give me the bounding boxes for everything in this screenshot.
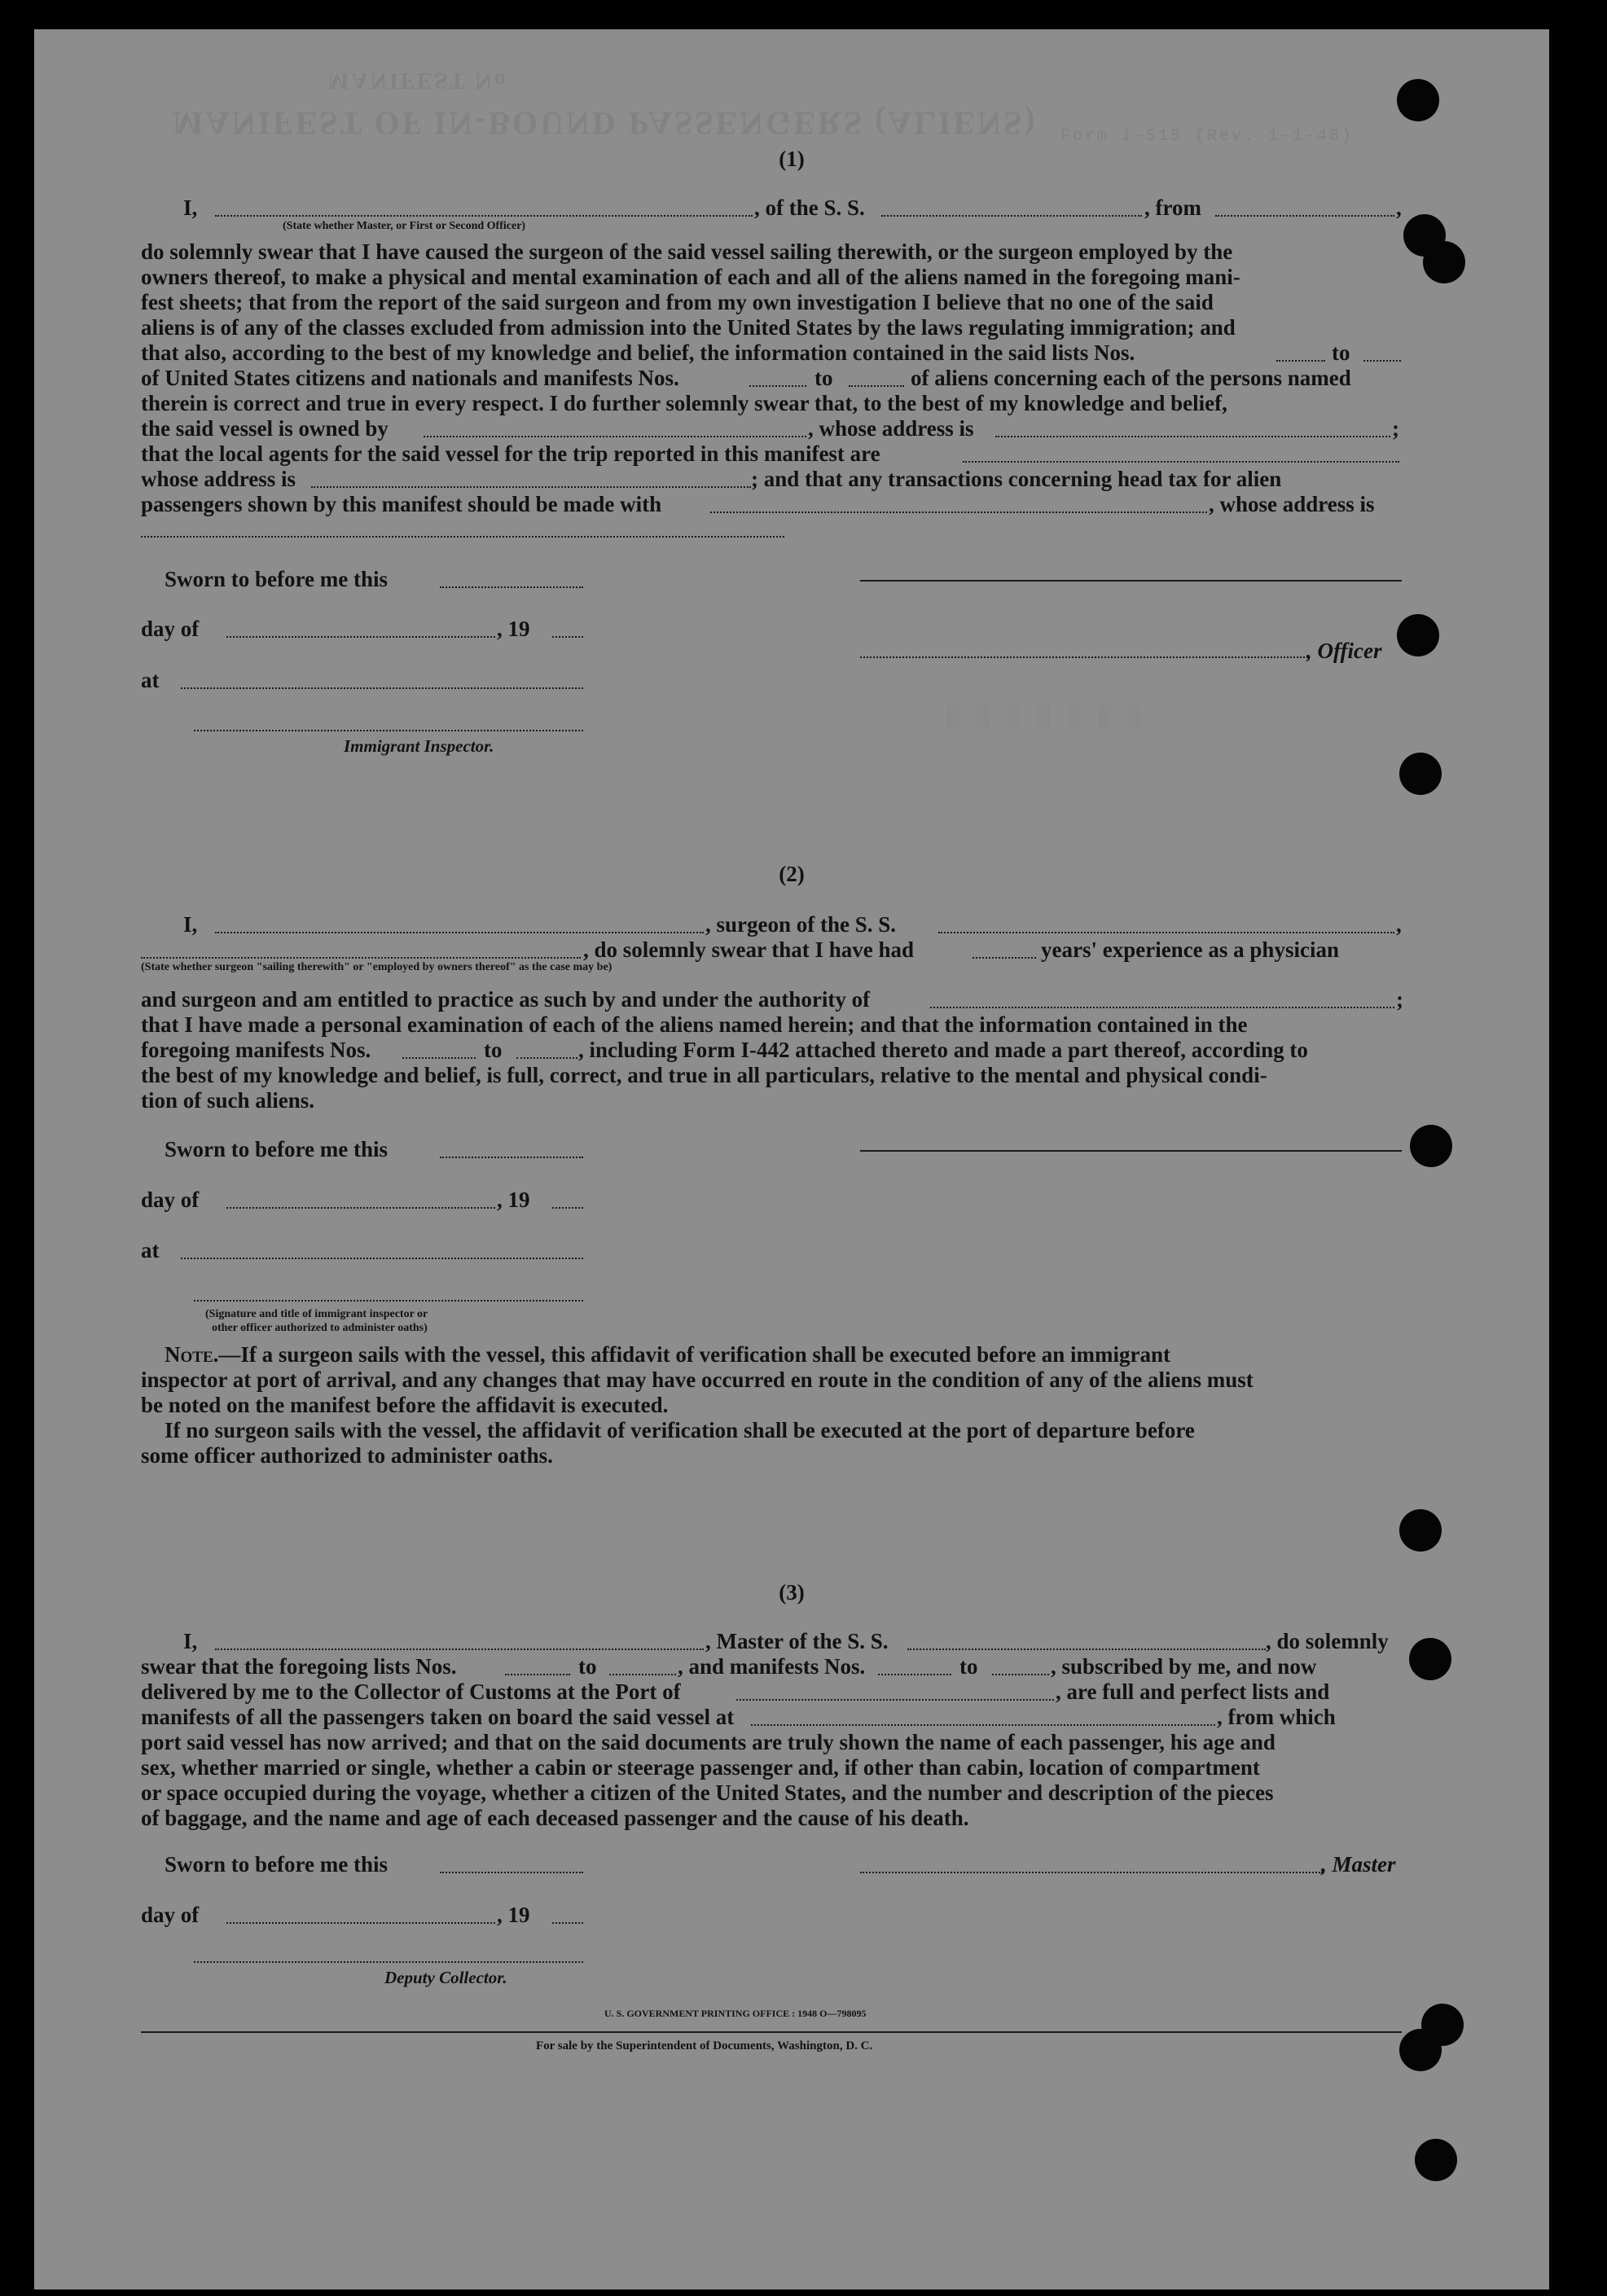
s2-year: , 19 bbox=[497, 1188, 530, 1212]
s3-line2-to1: to bbox=[578, 1654, 597, 1679]
s2-line4: that I have made a personal examination of each of the aliens named herein; and that the information contained in the bbox=[141, 1012, 1248, 1037]
s2-line6: the best of my knowledge and belief, is full, correct, and true in all particulars, relative to the mental and physical condi- bbox=[141, 1063, 1267, 1087]
s1-head-tax-address-field[interactable] bbox=[141, 536, 784, 538]
s1-line9a: the said vessel is owned by bbox=[141, 416, 389, 441]
s2-l1-end: , bbox=[1396, 912, 1402, 937]
s3-line4a: manifests of all the passengers taken on board the said vessel at bbox=[141, 1705, 735, 1729]
s2-years-field[interactable] bbox=[973, 957, 1036, 959]
punch-hole bbox=[1399, 1509, 1442, 1552]
s3-line4b: , from which bbox=[1217, 1705, 1336, 1729]
s3-vessel-field[interactable] bbox=[907, 1648, 1266, 1650]
s2-line3: and surgeon and am entitled to practice as such by and under the authority of bbox=[141, 987, 871, 1012]
s1-agents-address-field[interactable] bbox=[311, 486, 751, 488]
s2-surgeon-of-ss: , surgeon of the S. S. bbox=[705, 912, 897, 937]
s2-i: I, bbox=[183, 912, 198, 937]
s2-line3-end: ; bbox=[1396, 987, 1403, 1012]
bleed-through-header: MANIFEST OF IN-BOUND PASSENGERS (ALIENS) bbox=[173, 105, 1038, 142]
s3-line8: of baggage, and the name and age of each deceased passenger and the cause of his death. bbox=[141, 1806, 969, 1830]
s1-year-field[interactable] bbox=[552, 636, 583, 638]
section2-number: (2) bbox=[779, 862, 805, 886]
s1-port-field[interactable] bbox=[1215, 215, 1394, 217]
s2-at-field[interactable] bbox=[181, 1258, 583, 1259]
s3-year: , 19 bbox=[497, 1903, 530, 1927]
s3-manifests-from-field[interactable] bbox=[878, 1674, 951, 1675]
s3-master-label: , Master bbox=[1321, 1852, 1396, 1877]
s1-line6: that also, according to the best of my knowledge and belief, the information contained in the said lists Nos. bbox=[141, 340, 1135, 365]
s2-at: at bbox=[141, 1238, 160, 1262]
s1-manifests-to-field[interactable] bbox=[849, 385, 904, 387]
s1-line12a: passengers shown by this manifest should be made with bbox=[141, 492, 662, 516]
bleed-through-manifest-no: MANIFEST No bbox=[327, 68, 508, 93]
s1-line11b: ; and that any transactions concerning head tax for alien bbox=[751, 467, 1282, 491]
s1-officer-field[interactable] bbox=[215, 215, 753, 217]
s1-line11a: whose address is bbox=[141, 467, 296, 491]
s2-status-field[interactable] bbox=[141, 957, 581, 959]
s1-inspector-label: Immigrant Inspector. bbox=[344, 736, 494, 756]
s1-signature-line[interactable] bbox=[860, 580, 1402, 582]
s3-line2c: , and manifests Nos. bbox=[678, 1654, 866, 1679]
note-line3: be noted on the manifest before the affidavit is executed. bbox=[141, 1393, 669, 1417]
s3-master-signature-field[interactable] bbox=[860, 1872, 1323, 1873]
s2-year-field[interactable] bbox=[552, 1207, 583, 1209]
s3-line2-to2: to bbox=[959, 1654, 978, 1679]
s1-line9-end: ; bbox=[1392, 416, 1399, 441]
s1-manifests-from-field[interactable] bbox=[749, 385, 806, 387]
s3-line5: port said vessel has now arrived; and that on the said documents are truly shown the name of each passenger, his age and bbox=[141, 1730, 1276, 1754]
s1-inspector-field[interactable] bbox=[194, 730, 583, 731]
note-line4: If no surgeon sails with the vessel, the affidavit of verification shall be executed at the port of departure before bbox=[165, 1418, 1195, 1442]
s2-line2b: years' experience as a physician bbox=[1041, 937, 1339, 962]
s3-do-solemnly: , do solemnly bbox=[1266, 1629, 1389, 1653]
note-label: Note. bbox=[165, 1342, 219, 1367]
footer-rule bbox=[141, 2031, 1402, 2033]
note-line1 bbox=[165, 1344, 1170, 1366]
s3-port-field[interactable] bbox=[736, 1699, 1054, 1701]
s3-line2a: swear that the foregoing lists Nos. bbox=[141, 1654, 457, 1679]
s1-lists-to-field[interactable] bbox=[1363, 360, 1401, 362]
s2-sig-caption-2: other officer authorized to administer oaths) bbox=[212, 1322, 428, 1334]
section1-number: (1) bbox=[779, 147, 805, 171]
s2-day-of: day of bbox=[141, 1188, 200, 1212]
s3-line2e: , subscribed by me, and now bbox=[1051, 1654, 1317, 1679]
s2-line5a: foregoing manifests Nos. bbox=[141, 1038, 371, 1062]
s3-collector-field[interactable] bbox=[194, 1961, 583, 1963]
note-line2: inspector at port of arrival, and any changes that may have occurred en route in the condition of any of the aliens must bbox=[141, 1368, 1254, 1392]
s1-year: , 19 bbox=[497, 617, 530, 641]
s1-sublabel: (State whether Master, or First or Second Officer) bbox=[283, 220, 526, 232]
s3-sworn: Sworn to before me this bbox=[165, 1852, 388, 1877]
s1-head-tax-field[interactable] bbox=[710, 511, 1207, 513]
s1-sworn-field[interactable] bbox=[440, 586, 583, 588]
punch-hole bbox=[1409, 1638, 1451, 1680]
s1-lists-from-field[interactable] bbox=[1276, 360, 1325, 362]
s1-line3: owners thereof, to make a physical and mental examination of each and all of the aliens named in the foregoing mani- bbox=[141, 265, 1240, 289]
s1-sworn: Sworn to before me this bbox=[165, 567, 388, 591]
s1-vessel-field[interactable] bbox=[881, 215, 1142, 217]
s2-surgeon-signature-line[interactable] bbox=[860, 1150, 1402, 1152]
s1-day-of: day of bbox=[141, 617, 200, 641]
s3-manifests-to-field[interactable] bbox=[992, 1674, 1049, 1675]
s2-sworn: Sworn to before me this bbox=[165, 1137, 388, 1161]
s3-lists-from-field[interactable] bbox=[505, 1674, 570, 1675]
s1-officer-signature-field[interactable] bbox=[860, 656, 1308, 658]
s2-surgeon-name-field[interactable] bbox=[215, 932, 704, 933]
s3-day-field[interactable] bbox=[226, 1922, 495, 1924]
s1-officer-label: , Officer bbox=[1306, 639, 1382, 663]
s1-line6-to: to bbox=[1332, 340, 1350, 365]
s3-i: I, bbox=[183, 1629, 198, 1653]
s3-embark-port-field[interactable] bbox=[751, 1724, 1215, 1726]
s2-sublabel: (State whether surgeon "sailing therewith" or "employed by owners thereof" as the case may be) bbox=[141, 961, 613, 973]
punch-hole bbox=[1415, 2139, 1457, 2181]
gpo-imprint: U. S. GOVERNMENT PRINTING OFFICE : 1948 O—798095 bbox=[604, 2008, 867, 2019]
s1-line7-to: to bbox=[814, 366, 833, 390]
s1-line2: do solemnly swear that I have caused the surgeon of the said vessel sailing therewith, or the surgeon employed by the bbox=[141, 239, 1233, 264]
s3-day-of: day of bbox=[141, 1903, 200, 1927]
s3-line6: sex, whether married or single, whether a cabin or steerage passenger and, if other than cabin, location of compartment bbox=[141, 1755, 1260, 1780]
s3-master-of-ss: , Master of the S. S. bbox=[705, 1629, 889, 1653]
s3-lists-to-field[interactable] bbox=[609, 1674, 676, 1675]
s1-owner-address-field[interactable] bbox=[995, 436, 1390, 437]
sale-notice: For sale by the Superintendent of Documents, Washington, D. C. bbox=[536, 2039, 873, 2052]
s1-line12b: , whose address is bbox=[1209, 492, 1375, 516]
s1-at: at bbox=[141, 668, 160, 692]
s1-owner-field[interactable] bbox=[424, 436, 806, 437]
bleed-through-form-no: Form I-515 (Rev. 1-1-48) bbox=[1060, 127, 1355, 146]
punch-hole bbox=[1397, 79, 1439, 121]
punch-hole bbox=[1397, 614, 1439, 656]
s2-day-field[interactable] bbox=[226, 1207, 495, 1209]
s2-manifests-from-field[interactable] bbox=[402, 1057, 476, 1059]
s3-line3b: , are full and perfect lists and bbox=[1056, 1679, 1330, 1704]
s1-l1-end: , bbox=[1396, 195, 1402, 220]
s3-sworn-field[interactable] bbox=[440, 1872, 583, 1873]
punch-hole bbox=[1399, 753, 1442, 795]
s1-from: , from bbox=[1144, 195, 1201, 220]
s3-line7: or space occupied during the voyage, whether a citizen of the United States, and the number and description of the pieces bbox=[141, 1780, 1274, 1805]
s2-sworn-field[interactable] bbox=[440, 1157, 583, 1158]
section3-number: (3) bbox=[779, 1580, 805, 1605]
s3-master-name-field[interactable] bbox=[215, 1648, 704, 1650]
s2-line2a: , do solemnly swear that I have had bbox=[583, 937, 915, 962]
s1-i: I, bbox=[183, 195, 198, 220]
s2-line7: tion of such aliens. bbox=[141, 1088, 315, 1113]
punch-hole bbox=[1410, 1125, 1452, 1167]
s1-agents-field[interactable] bbox=[963, 461, 1399, 463]
s2-vessel-field[interactable] bbox=[938, 932, 1394, 933]
punch-hole bbox=[1423, 241, 1465, 283]
note-line5: some officer authorized to administer oaths. bbox=[141, 1443, 553, 1468]
bleed-through-typed-entries: ▒ ▒ ▒ ▒ ▒ ▒ ▒ bbox=[946, 705, 1144, 730]
s1-line7c: of aliens concerning each of the persons named bbox=[911, 366, 1351, 390]
punch-hole bbox=[1399, 2029, 1442, 2071]
s2-line5c: , including Form I-442 attached thereto and made a part thereof, according to bbox=[578, 1038, 1308, 1062]
s1-line7a: of United States citizens and nationals and manifests Nos. bbox=[141, 366, 679, 390]
s1-line4: fest sheets; that from the report of the said surgeon and from my own investigation I believe that no one of the said bbox=[141, 290, 1214, 314]
s1-day-field[interactable] bbox=[226, 636, 495, 638]
s2-authority-field[interactable] bbox=[930, 1007, 1394, 1008]
s3-line3a: delivered by me to the Collector of Customs at the Port of bbox=[141, 1679, 681, 1704]
s3-collector-label: Deputy Collector. bbox=[384, 1968, 507, 1987]
s2-sig-caption-1: (Signature and title of immigrant inspector or bbox=[205, 1308, 428, 1320]
s2-manifests-to-field[interactable] bbox=[516, 1057, 577, 1059]
s1-line10: that the local agents for the said vessel for the trip reported in this manifest are bbox=[141, 441, 880, 466]
note-line1-text: —If a surgeon sails with the vessel, this affidavit of verification shall be executed before an immigrant bbox=[218, 1342, 1171, 1367]
s1-line5: aliens is of any of the classes excluded from admission into the United States by the laws regulating immigration; and bbox=[141, 315, 1236, 340]
s1-line9b: , whose address is bbox=[808, 416, 974, 441]
s2-line5-to: to bbox=[484, 1038, 503, 1062]
s1-of-ss: , of the S. S. bbox=[754, 195, 865, 220]
s1-at-field[interactable] bbox=[181, 687, 583, 689]
s1-line8: therein is correct and true in every respect. I do further solemnly swear that, to the best of my knowledge and belief, bbox=[141, 391, 1227, 415]
s3-year-field[interactable] bbox=[552, 1922, 583, 1924]
manifest-reverse-page bbox=[34, 29, 1549, 2289]
s2-inspector-signature-field[interactable] bbox=[194, 1300, 583, 1302]
